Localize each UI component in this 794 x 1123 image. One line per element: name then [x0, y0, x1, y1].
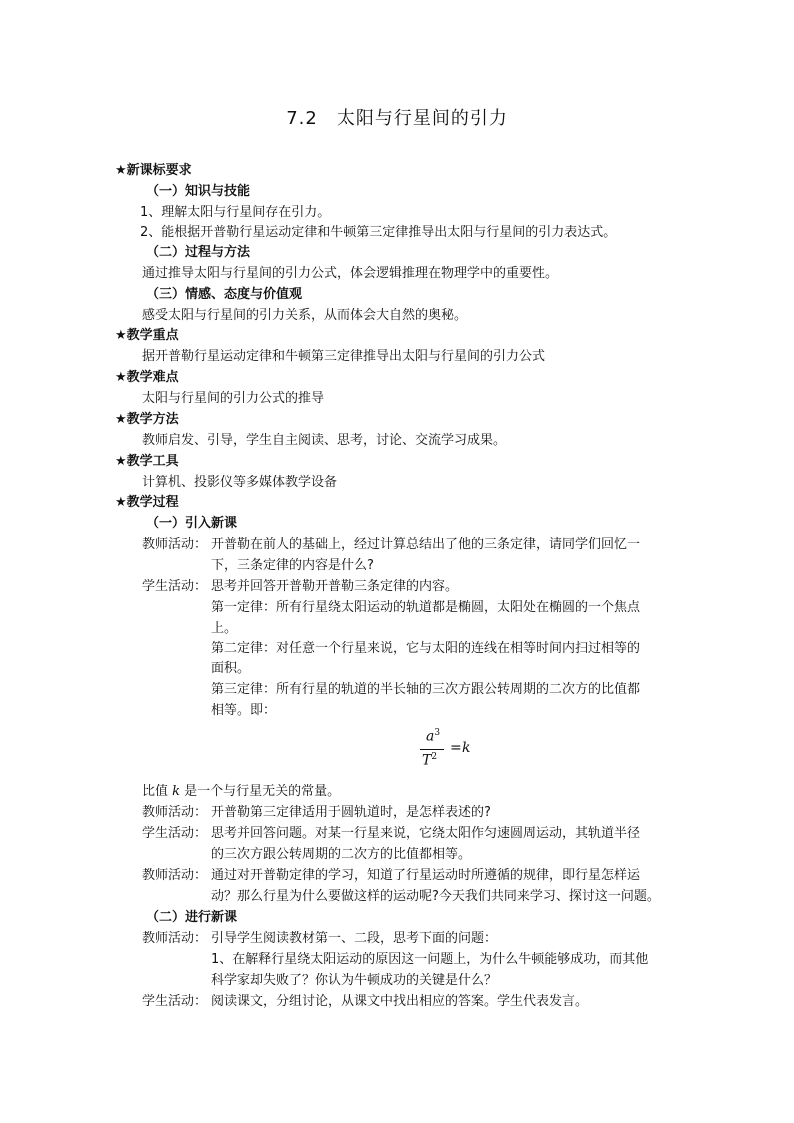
question-text: 科学家却失败了？你认为牛顿成功的关键是什么？ — [211, 973, 498, 988]
emotion-text: 感受太阳与行星间的引力关系，从而体会大自然的奥秘。 — [142, 308, 468, 323]
second-law-text: 第二定律：对任意一个行星来说，它与太阳的连线在相等时间内扫过相等的 — [211, 641, 641, 656]
formula-constant: k — [462, 740, 471, 756]
first-law-text: 第一定律：所有行星绕太阳运动的轨道都是椭圆，太阳处在椭圆的一个焦点 — [211, 600, 641, 615]
student-text: 阅读课文，分组讨论，从课文中找出相应的答案。学生代表发言。 — [211, 994, 589, 1009]
ratio-text: 比值 k 是一个与行星无关的常量。 — [142, 784, 341, 799]
teacher-text: 通过对开普勒定律的学习，知道了行星运动时所遵循的规律，即行星怎样运 — [211, 868, 641, 883]
formula-denominator: $T^2$ — [422, 752, 438, 769]
teacher-label: 教师活动： — [142, 537, 208, 552]
teacher-label: 教师活动： — [142, 931, 208, 946]
second-law-text: 面积。 — [211, 661, 251, 676]
teacher-text: 动？那么行星为什么要做这样的运动呢?今天我们共同来学习、探讨这一问题。 — [211, 889, 660, 904]
teacher-text: 下，三条定律的内容是什么? — [211, 558, 374, 573]
student-text: 的三次方跟公转周期的二次方的比值都相等。 — [211, 847, 472, 862]
knowledge-item-2: 2、能根据开普勒行星运动定律和牛顿第三定律推导出太阳与行星间的引力表达式。 — [140, 225, 617, 240]
fraction-bar — [420, 749, 444, 750]
teacher-label: 教师活动： — [142, 805, 208, 820]
subheading-intro: （一）引入新课 — [146, 516, 238, 531]
subheading-new-lesson: （二）进行新课 — [146, 910, 238, 925]
section-heading-difficulty: ★教学难点 — [115, 370, 179, 385]
student-label: 学生活动： — [142, 579, 208, 594]
difficulty-text: 太阳与行星间的引力公式的推导 — [142, 391, 325, 406]
knowledge-item-1: 1、理解太阳与行星间存在引力。 — [140, 205, 331, 220]
student-text: 思考并回答问题。对某一行星来说，它绕太阳作匀速圆周运动，其轨道半径 — [211, 826, 641, 841]
section-heading-key-point: ★教学重点 — [115, 328, 179, 343]
subheading-emotion: （三）情感、态度与价值观 — [146, 287, 303, 302]
teacher-text: 开普勒在前人的基础上，经过计算总结出了他的三条定律，请同学们回忆一 — [211, 537, 641, 552]
formula-numerator: $a^3$ — [426, 728, 441, 745]
subheading-knowledge: （一）知识与技能 — [146, 184, 251, 199]
third-law-text: 相等。即： — [211, 703, 277, 718]
section-heading-tools: ★教学工具 — [115, 454, 179, 469]
teacher-text: 开普勒第三定律适用于圆轨道时，是怎样表述的? — [211, 805, 491, 820]
subheading-process: （二）过程与方法 — [146, 245, 251, 260]
teacher-label: 教师活动： — [142, 868, 208, 883]
teacher-text: 引导学生阅读教材第一、二段，思考下面的问题： — [211, 931, 498, 946]
section-heading-process: ★教学过程 — [115, 495, 179, 510]
process-text: 通过推导太阳与行星间的引力公式，体会逻辑推理在物理学中的重要性。 — [142, 266, 559, 281]
student-text: 思考并回答开普勒开普勒三条定律的内容。 — [211, 579, 459, 594]
method-text: 教师启发、引导，学生自主阅读、思考，讨论、交流学习成果。 — [142, 433, 507, 448]
student-label: 学生活动： — [142, 826, 208, 841]
formula-equals: = — [450, 740, 462, 756]
student-label: 学生活动： — [142, 994, 208, 1009]
key-point-text: 据开普勒行星运动定律和牛顿第三定律推导出太阳与行星间的引力公式 — [142, 349, 546, 364]
tools-text: 计算机、投影仪等多媒体教学设备 — [142, 475, 338, 490]
question-text: 1、在解释行星绕太阳运动的原因这一问题上，为什么牛顿能够成功，而其他 — [211, 952, 649, 967]
third-law-text: 第三定律：所有行星的轨道的半长轴的三次方跟公转周期的二次方的比值都 — [211, 682, 641, 697]
first-law-text: 上。 — [211, 621, 238, 636]
section-heading-method: ★教学方法 — [115, 412, 179, 427]
page-title: 7.2 太阳与行星间的引力 — [286, 108, 508, 129]
kepler-third-law-formula — [420, 728, 480, 778]
section-heading-requirements: ★新课标要求 — [115, 163, 192, 178]
